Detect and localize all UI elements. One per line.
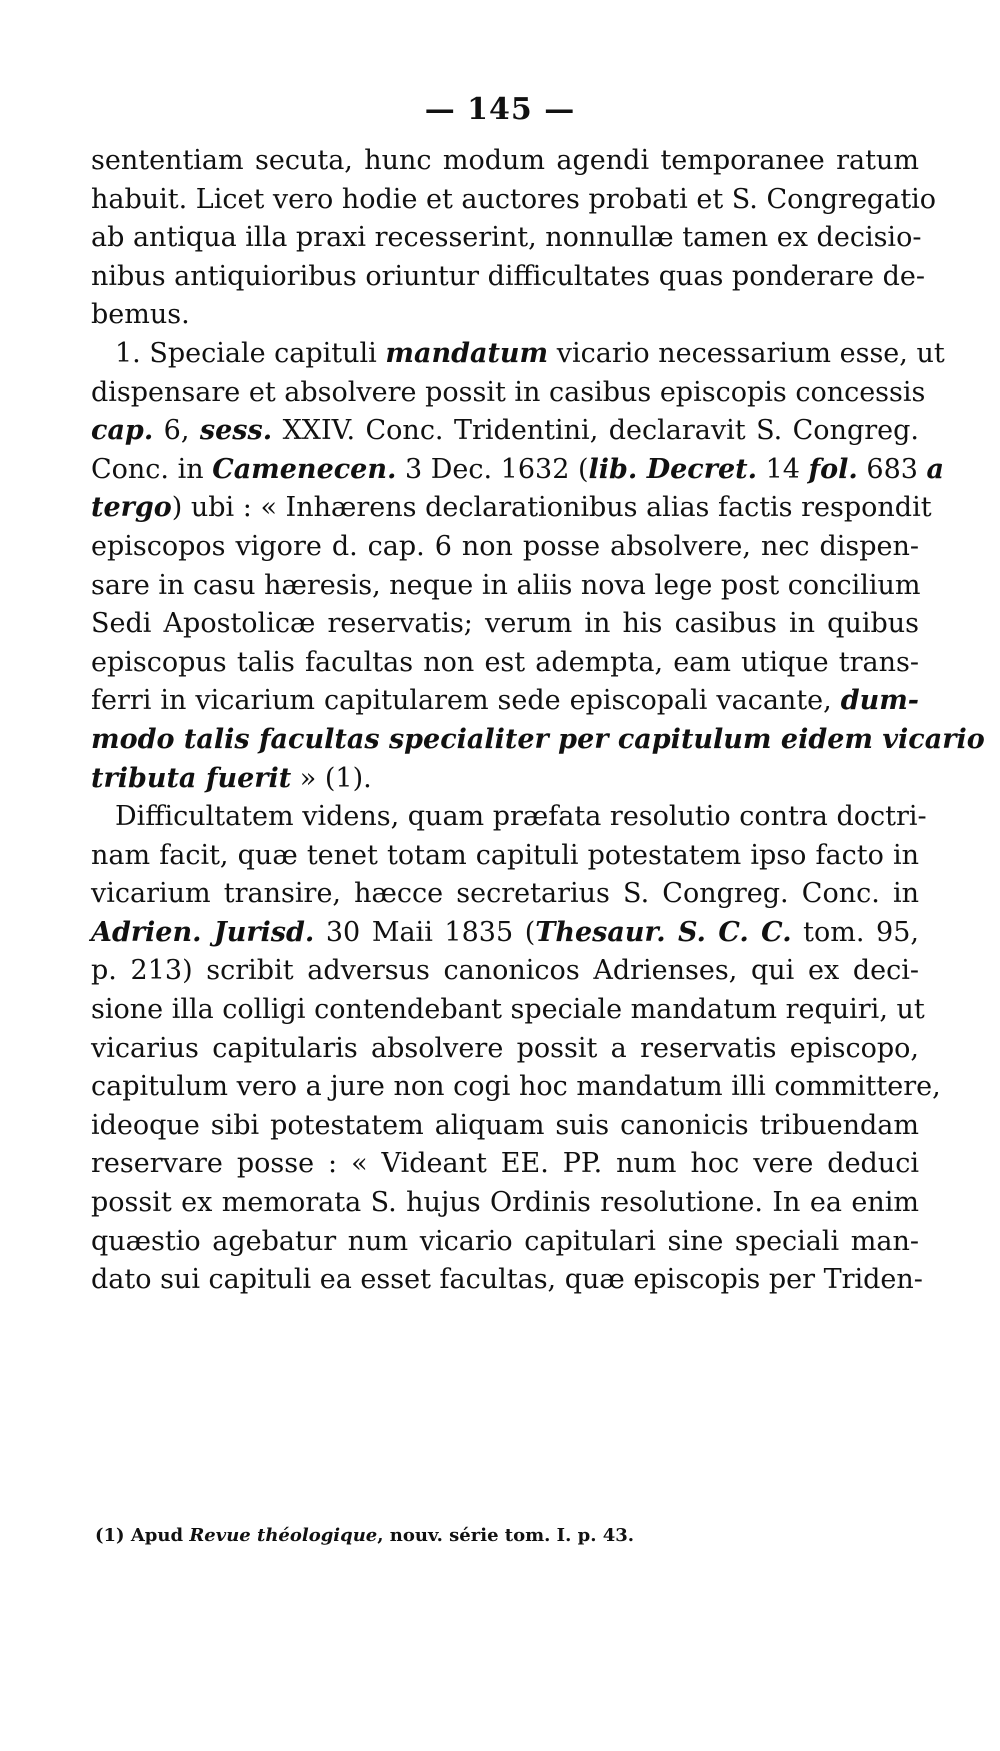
text-line: nibus antiquioribus oriuntur difficultates quas ponderare de- [91, 260, 925, 292]
italic-text: tributa fuerit [91, 762, 292, 794]
text-line: Conc. in Camenecen. 3 Dec. 1632 (lib. Decret. 14 fol. 683 a [91, 453, 945, 485]
text-line: cap. 6, sess. XXIV. Conc. Tridentini, declaravit S. Congreg. [91, 415, 919, 447]
italic-text: fol. [808, 453, 858, 485]
italic-text: sess. [199, 415, 273, 447]
footnote: (1) Apud Revue théologique, nouv. série tom. I. p. 43. [95, 1525, 635, 1546]
text-line: nam facit, quæ tenet totam capituli potestatem ipso facto in [91, 839, 919, 871]
text-line: Adrien. Jurisd. 30 Maii 1835 (Thesaur. S. C. C. tom. 95, [91, 916, 919, 948]
text-line: p. 213) scribit adversus canonicos Adrienses, qui ex deci- [91, 955, 919, 987]
text-line: Sedi Apostolicæ reservatis; verum in his casibus in quibus [91, 608, 919, 640]
text-line: sententiam secuta, hunc modum agendi temporanee ratum [91, 145, 919, 176]
text-line: episcopus talis facultas non est adempta, eam utique trans- [91, 646, 919, 678]
text-line: dispensare et absolvere possit in casibus episcopis concessis [91, 376, 926, 408]
text-line: ab antiqua illa praxi recesserint, nonnullæ tamen ex decisio- [91, 222, 922, 254]
italic-text: a [926, 453, 945, 485]
italic-text: dum- [840, 685, 919, 717]
text-line: vicarium transire, hæcce secretarius S. Congreg. Conc. in [91, 878, 919, 910]
italic-text: lib. Decret. [588, 453, 757, 485]
text-line: sare in casu hæresis, neque in aliis nova lege post concilium [91, 569, 921, 601]
italic-text: tergo [91, 492, 172, 524]
text-line: 1. Speciale capituli mandatum vicario necessarium esse, ut [115, 337, 945, 369]
page-number: — 145 — [424, 92, 576, 127]
italic-text: Revue théologique [189, 1525, 378, 1546]
text-line: sione illa colligi contendebant speciale mandatum requiri, ut [91, 994, 925, 1026]
text-line: Difficultatem videns, quam præfata resolutio contra doctri- [115, 801, 927, 833]
italic-text: Thesaur. S. C. C. [535, 916, 792, 948]
text-line: ideoque sibi potestatem aliquam suis canonicis tribuendam [91, 1109, 919, 1141]
italic-text: modo talis facultas specialiter per capitulum eidem vicario [91, 723, 985, 755]
text-line: dato sui capituli ea esset facultas, quæ episcopis per Triden- [91, 1264, 923, 1296]
text-line: bemus. [91, 299, 190, 331]
text-line: ferri in vicarium capitularem sede episcopali vacante, dum- [91, 685, 919, 717]
text-line: capitulum vero a jure non cogi hoc mandatum illi committere, [91, 1071, 941, 1103]
text-line: reservare posse : « Videant EE. PP. num hoc vere deduci [91, 1148, 919, 1180]
text-line: quæstio agebatur num vicario capitulari sine speciali man- [91, 1225, 919, 1257]
body-text [91, 142, 985, 1300]
text-line: vicarius capitularis absolvere possit a reservatis episcopo, [91, 1032, 919, 1064]
text-line [91, 721, 985, 760]
text-line: tergo) ubi : « Inhærens declarationibus alias factis respondit [91, 492, 932, 524]
italic-text: cap. [91, 415, 154, 447]
italic-text: Camenecen. [212, 453, 397, 485]
text-line: episcopos vigore d. cap. 6 non posse absolvere, nec dispen- [91, 530, 919, 562]
italic-text: mandatum [385, 337, 549, 369]
italic-text: Adrien. Jurisd. [91, 916, 315, 948]
text-line: possit ex memorata S. hujus Ordinis resolutione. In ea enim [91, 1187, 919, 1219]
text-line: tributa fuerit » (1). [91, 762, 372, 794]
text-line: habuit. Licet vero hodie et auctores probati et S. Congregatio [91, 183, 937, 215]
